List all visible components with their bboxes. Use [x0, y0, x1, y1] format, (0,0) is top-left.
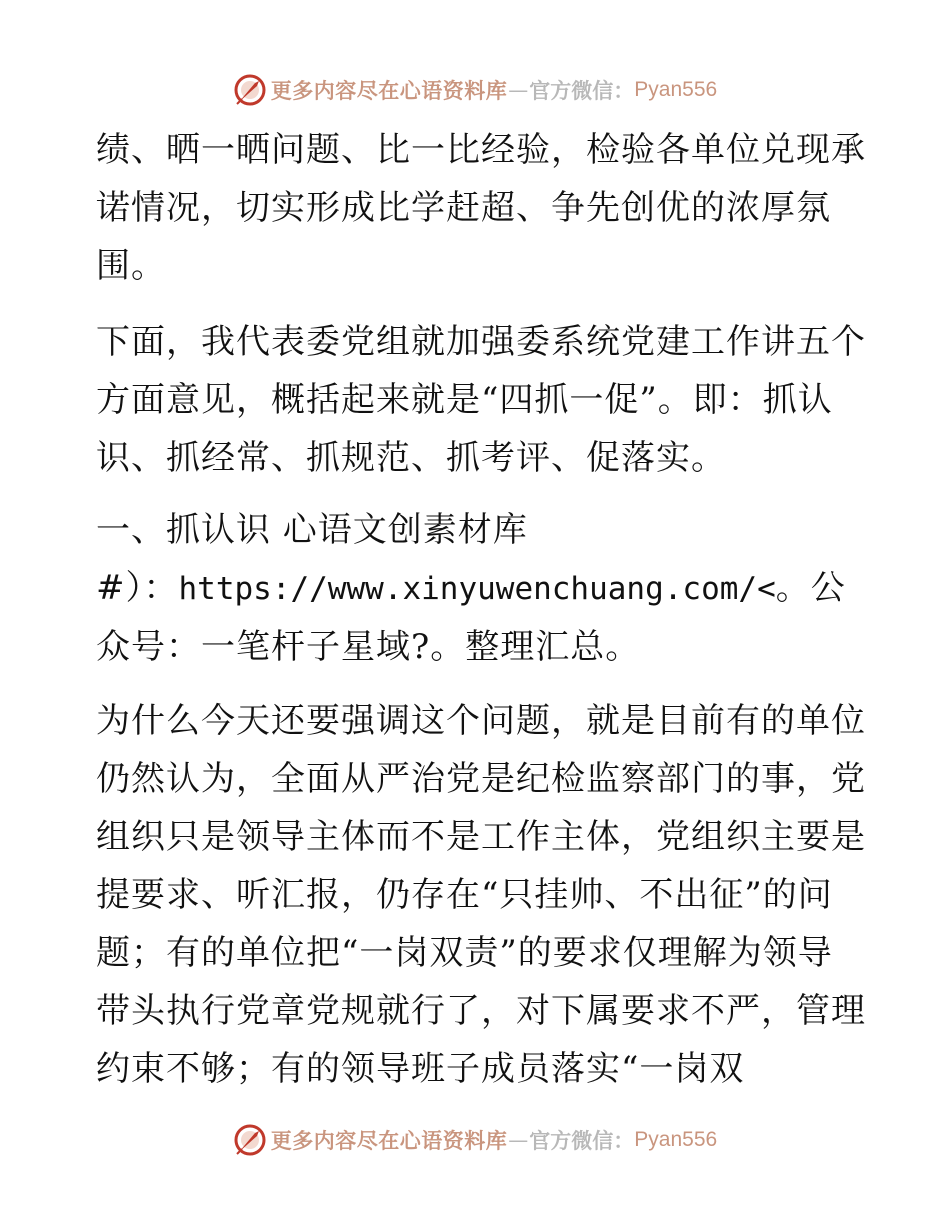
footer-separator: —: [508, 1128, 529, 1152]
source-suffix: 。公众号：一笔杆子星域?。整理汇总。: [96, 568, 846, 667]
section-heading: 一、抓认识 心语文创素材库: [96, 510, 528, 550]
header-contact-label: 官方微信：: [529, 78, 635, 103]
footer-contact-label: 官方微信：: [529, 1128, 635, 1153]
section-heading-block: [96, 501, 866, 676]
footer-brand-text: 更多内容尽在心语资料库: [270, 1128, 508, 1153]
paragraph-body: 为什么今天还要强调这个问题，就是目前有的单位仍然认为，全面从严治党是纪检监察部门的事，党组织只是领导主体而不是工作主体，党组织主要是提要求、听汇报，仍存在“只挂帅、不出征”的问题；有的单位把“一岗双责”的要求仅理解为领导带头执行党章党规就行了，对下属要求不严，管理约束不够；有的领导班子成员落实“一岗双: [96, 701, 866, 1089]
footer-banner: [0, 1120, 950, 1160]
source-url: https://www.xinyuwenchuang.com/<: [178, 571, 776, 607]
paragraph-continuation: 绩、晒一晒问题、比一比经验，检验各单位兑现承诺情况，切实形成比学赶超、争先创优的浓厚氛围。: [96, 130, 866, 286]
source-prefix: #）：: [96, 568, 179, 608]
source-line: [96, 559, 866, 676]
quill-seal-icon: [233, 1123, 267, 1157]
footer-contact-id: Pyan556: [634, 1128, 718, 1151]
header-brand-text: 更多内容尽在心语资料库: [270, 78, 508, 103]
header-separator: —: [508, 78, 529, 102]
quill-seal-icon: [233, 73, 267, 107]
header-banner: [0, 70, 950, 110]
paragraph-overview: 下面，我代表委党组就加强委系统党建工作讲五个方面意见，概括起来就是“四抓一促”。即：抓认识、抓经常、抓规范、抓考评、促落实。: [96, 322, 866, 478]
header-contact-id: Pyan556: [634, 78, 718, 101]
